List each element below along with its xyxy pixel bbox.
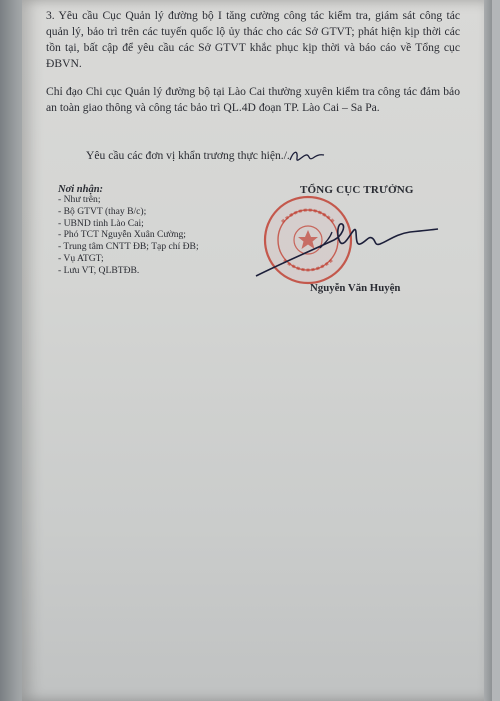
recipient-item: - Trung tâm CNTT ĐB; Tạp chí ĐB; [58, 241, 199, 253]
initial-mark [288, 146, 326, 166]
recipient-item: - Lưu VT, QLBTĐB. [58, 264, 140, 276]
closing-line: Yêu cầu các đơn vị khẩn trương thực hiện./. [86, 149, 290, 162]
recipient-item: - UBND tỉnh Lào Cai; [58, 217, 144, 229]
recipient-item: - Vụ ATGT; [58, 252, 104, 264]
recipients-list [58, 194, 199, 277]
recipient-item: - Bộ GTVT (thay B/c); [58, 205, 147, 217]
paragraph-3: 3. Yêu cầu Cục Quản lý đường bộ I tăng cường công tác kiểm tra, giám sát công tác quản lý, bảo trì trên các tuyến quốc lộ ủy thác cho các Sở GTVT; phát hiện kịp thời các tồn tại, bất cập để yêu cầu các Sở GTVT khắc phục kịp thời và báo cáo về Tổng cục ĐBVN. [46, 9, 460, 70]
signer-name: Nguyễn Văn Huyện [310, 282, 401, 294]
signer-role: TỔNG CỤC TRƯỞNG [300, 184, 414, 196]
recipients-title: Nơi nhận: [58, 184, 104, 195]
recipient-item: - Phó TCT Nguyễn Xuân Cường; [58, 229, 186, 241]
paper-edge [484, 0, 492, 701]
recipient-item: - Như trên; [58, 194, 101, 205]
handwritten-signature [250, 212, 440, 282]
paragraph-4: Chỉ đạo Chi cục Quản lý đường bộ tại Lào Cai thường xuyên kiểm tra công tác đảm bảo an toàn giao thông và công tác bảo trì QL.4D đoạn TP. Lào Cai – Sa Pa. [46, 85, 460, 114]
